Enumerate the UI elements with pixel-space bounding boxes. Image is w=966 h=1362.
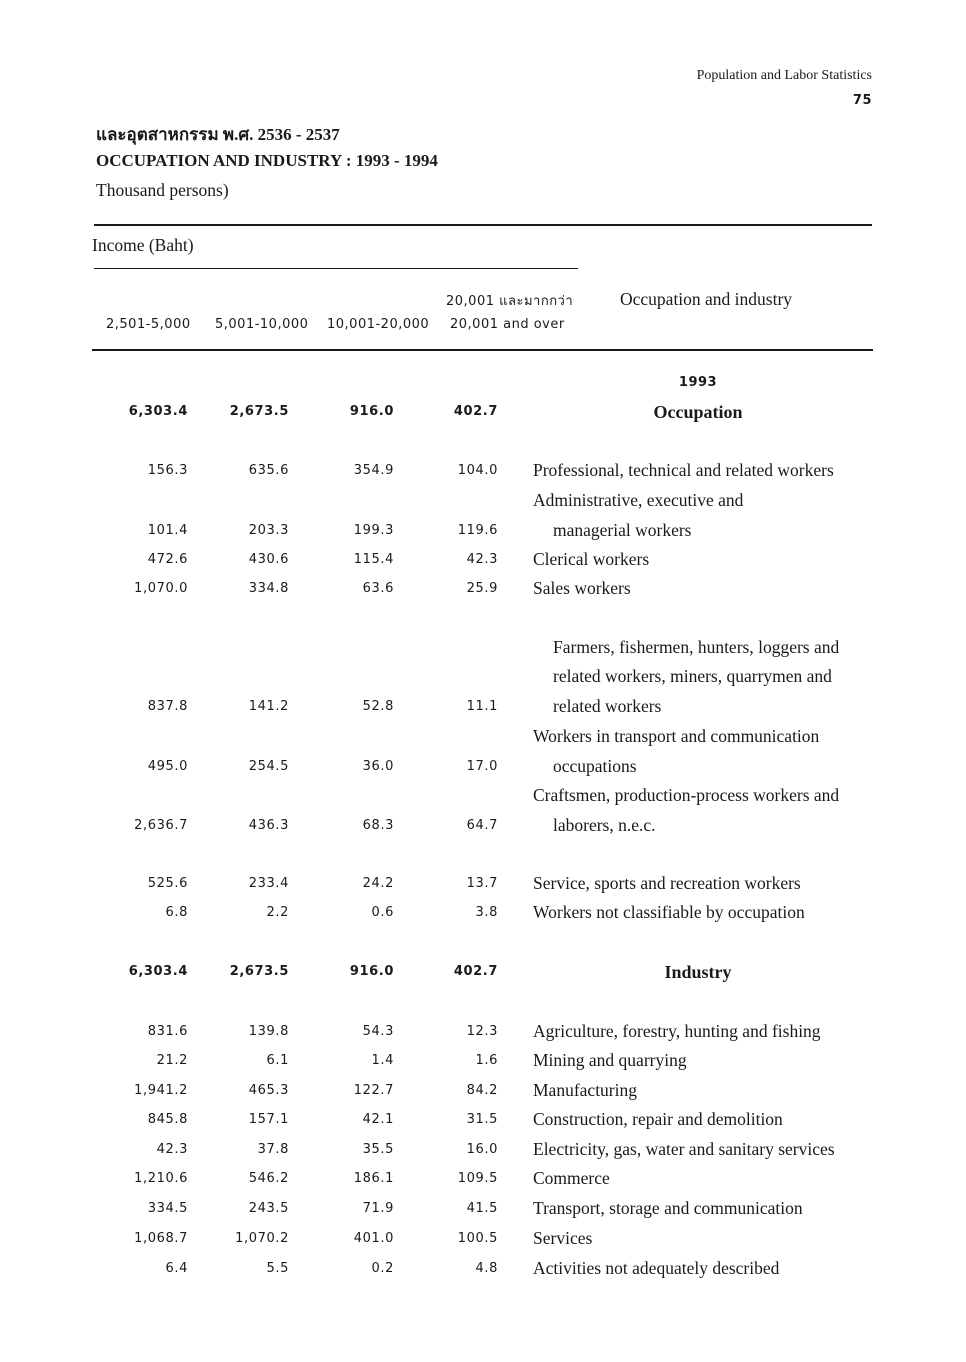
table-cell: 12.3 xyxy=(466,1024,498,1039)
row-label-line: Farmers, fishermen, hunters, loggers and xyxy=(553,637,840,657)
title-english: OCCUPATION AND INDUSTRY : 1993 - 1994 xyxy=(96,151,438,170)
header-rule xyxy=(92,349,873,351)
row-label: Construction, repair and demolition xyxy=(533,1109,783,1129)
row-label: Services xyxy=(533,1228,593,1248)
row-label-line: Craftsmen, production-process workers and xyxy=(533,785,840,805)
section-title-occupation: Occupation xyxy=(653,402,743,422)
table-cell: 104.0 xyxy=(457,463,498,478)
table-cell: 3.8 xyxy=(475,905,498,920)
table-cell: 6.8 xyxy=(165,905,188,920)
col-header-3: 10,001-20,000 xyxy=(327,317,430,332)
col-header-2: 5,001-10,000 xyxy=(215,317,309,332)
table-cell: 54.3 xyxy=(362,1024,394,1039)
table-cell: 1.6 xyxy=(475,1053,498,1068)
table-cell: 21.2 xyxy=(156,1053,188,1068)
table-cell: 115.4 xyxy=(353,552,394,567)
col-header-4: 20,001 and over xyxy=(450,317,565,332)
row-label: Service, sports and recreation workers xyxy=(533,873,801,893)
table-cell: 199.3 xyxy=(353,523,394,538)
running-head: Population and Labor Statistics xyxy=(696,68,872,83)
table-cell: 233.4 xyxy=(248,876,289,891)
row-label: Clerical workers xyxy=(533,549,650,569)
row-label: laborers, n.e.c. xyxy=(553,815,656,835)
row-label: Activities not adequately described xyxy=(533,1258,780,1278)
income-rule xyxy=(94,268,578,269)
table-cell: 119.6 xyxy=(457,523,498,538)
col-occupation-header: Occupation and industry xyxy=(620,289,793,309)
row-label-line: related workers, miners, quarrymen and xyxy=(553,666,832,686)
table-cell: 31.5 xyxy=(466,1112,498,1127)
section-title-industry: Industry xyxy=(664,962,732,982)
table-cell: 1,068.7 xyxy=(134,1231,188,1246)
table-cell: 1.4 xyxy=(371,1053,394,1068)
table-cell: 243.5 xyxy=(248,1201,289,1216)
total-cell: 402.7 xyxy=(453,964,498,979)
row-label: Transport, storage and communication xyxy=(533,1198,803,1218)
total-cell: 916.0 xyxy=(349,404,394,419)
table-cell: 84.2 xyxy=(466,1083,498,1098)
total-cell: 2,673.5 xyxy=(229,404,289,419)
total-cell: 2,673.5 xyxy=(229,964,289,979)
table-cell: 495.0 xyxy=(147,759,188,774)
table-cell: 42.3 xyxy=(466,552,498,567)
table-cell: 6.1 xyxy=(266,1053,289,1068)
table-cell: 2.2 xyxy=(266,905,289,920)
row-label-line: Administrative, executive and xyxy=(533,490,744,510)
table-cell: 635.6 xyxy=(248,463,289,478)
top-rule xyxy=(94,224,872,226)
row-label: Agriculture, forestry, hunting and fishing xyxy=(533,1021,821,1041)
table-cell: 401.0 xyxy=(353,1231,394,1246)
table-cell: 141.2 xyxy=(248,699,289,714)
table-cell: 5.5 xyxy=(266,1261,289,1276)
year-label: 1993 xyxy=(678,375,718,390)
table-cell: 546.2 xyxy=(248,1171,289,1186)
table-cell: 101.4 xyxy=(147,523,188,538)
table-cell: 1,941.2 xyxy=(134,1083,188,1098)
total-cell: 916.0 xyxy=(349,964,394,979)
unit-note: Thousand persons) xyxy=(96,180,229,200)
row-label: Workers not classifiable by occupation xyxy=(533,902,805,922)
table-cell: 41.5 xyxy=(466,1201,498,1216)
income-header: Income (Baht) xyxy=(92,235,194,255)
table-cell: 254.5 xyxy=(248,759,289,774)
table-cell: 71.9 xyxy=(362,1201,394,1216)
table-cell: 156.3 xyxy=(147,463,188,478)
table-cell: 334.8 xyxy=(248,581,289,596)
table-cell: 100.5 xyxy=(457,1231,498,1246)
table-cell: 16.0 xyxy=(466,1142,498,1157)
table-cell: 35.5 xyxy=(362,1142,394,1157)
total-cell: 6,303.4 xyxy=(128,404,188,419)
table-cell: 845.8 xyxy=(147,1112,188,1127)
table-cell: 525.6 xyxy=(147,876,188,891)
table-cell: 186.1 xyxy=(353,1171,394,1186)
table-cell: 0.6 xyxy=(371,905,394,920)
table-cell: 334.5 xyxy=(147,1201,188,1216)
row-label: Electricity, gas, water and sanitary services xyxy=(533,1139,835,1159)
table-cell: 354.9 xyxy=(353,463,394,478)
table-cell: 109.5 xyxy=(457,1171,498,1186)
table-cell: 4.8 xyxy=(475,1261,498,1276)
table-cell: 1,210.6 xyxy=(134,1171,188,1186)
table-cell: 25.9 xyxy=(466,581,498,596)
row-label: Professional, technical and related workers xyxy=(533,460,834,480)
table-cell: 36.0 xyxy=(362,759,394,774)
table-cell: 13.7 xyxy=(466,876,498,891)
col-header-1: 2,501-5,000 xyxy=(106,317,191,332)
row-label: Manufacturing xyxy=(533,1080,637,1100)
table-cell: 42.3 xyxy=(156,1142,188,1157)
table-cell: 203.3 xyxy=(248,523,289,538)
table-cell: 6.4 xyxy=(165,1261,188,1276)
table-cell: 472.6 xyxy=(147,552,188,567)
table-cell: 1,070.2 xyxy=(235,1231,289,1246)
table-cell: 42.1 xyxy=(362,1112,394,1127)
table-cell: 17.0 xyxy=(466,759,498,774)
total-cell: 402.7 xyxy=(453,404,498,419)
row-label: managerial workers xyxy=(553,520,692,540)
table-cell: 68.3 xyxy=(362,818,394,833)
table-cell: 52.8 xyxy=(362,699,394,714)
table-cell: 63.6 xyxy=(362,581,394,596)
table-cell: 465.3 xyxy=(248,1083,289,1098)
row-label: Sales workers xyxy=(533,578,631,598)
page-number: 75 xyxy=(852,93,872,108)
table-cell: 122.7 xyxy=(353,1083,394,1098)
total-cell: 6,303.4 xyxy=(128,964,188,979)
table-cell: 24.2 xyxy=(362,876,394,891)
row-label: Mining and quarrying xyxy=(533,1050,687,1070)
table-cell: 1,070.0 xyxy=(134,581,188,596)
table-cell: 837.8 xyxy=(147,699,188,714)
row-label: occupations xyxy=(553,756,637,776)
table-cell: 139.8 xyxy=(248,1024,289,1039)
table-cell: 11.1 xyxy=(466,699,498,714)
col-thai-last: 20,001 และมากกว่า xyxy=(446,294,574,309)
row-label-line: Workers in transport and communication xyxy=(533,726,820,746)
table-cell: 2,636.7 xyxy=(134,818,188,833)
row-label: Commerce xyxy=(533,1168,610,1188)
table-cell: 37.8 xyxy=(257,1142,289,1157)
title-thai: และอุตสาหกรรม พ.ศ. 2536 - 2537 xyxy=(96,125,340,144)
table-cell: 430.6 xyxy=(248,552,289,567)
table-cell: 436.3 xyxy=(248,818,289,833)
table-cell: 64.7 xyxy=(466,818,498,833)
table-cell: 831.6 xyxy=(147,1024,188,1039)
row-label: related workers xyxy=(553,696,662,716)
table-cell: 0.2 xyxy=(371,1261,394,1276)
table-cell: 157.1 xyxy=(248,1112,289,1127)
